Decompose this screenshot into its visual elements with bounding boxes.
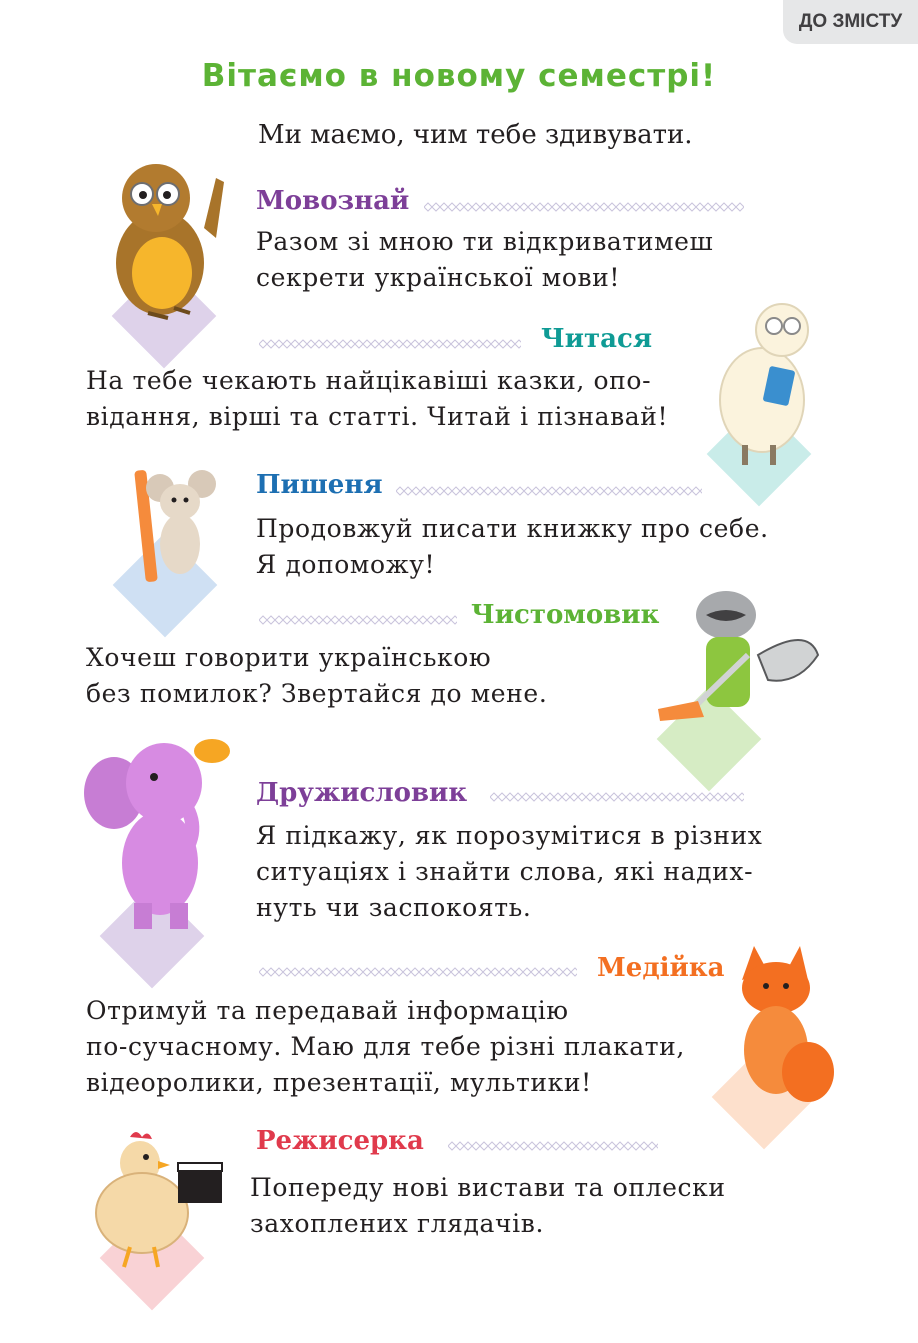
decor-wave: [259, 614, 457, 626]
character-text: Попереду нові вистави та оплески: [250, 1173, 726, 1202]
character-name: Медійка: [597, 953, 725, 983]
toc-button[interactable]: ДО ЗМІСТУ: [783, 0, 918, 44]
owl-icon: [98, 158, 238, 328]
character-text: нуть чи заспокоять.: [256, 893, 532, 922]
character-name: Пишеня: [256, 470, 383, 500]
character-name: Мовознай: [256, 186, 410, 216]
decor-wave: [490, 791, 744, 803]
character-text: відання, вірші та статті. Читай і пізнавай!: [86, 402, 669, 431]
decor-wave: [259, 338, 521, 350]
character-text: секрети української мови!: [256, 263, 621, 292]
character-text: по-сучасному. Маю для тебе різні плакати,: [86, 1032, 685, 1061]
decor-wave: [448, 1140, 658, 1152]
intro-text: Ми маємо, чим тебе здивувати.: [258, 120, 693, 150]
character-name: Дружисловик: [256, 778, 468, 808]
decor-wave: [396, 485, 702, 497]
character-text: захоплених глядачів.: [250, 1209, 544, 1238]
character-text: Я підкажу, як порозумітися в різних: [256, 821, 763, 850]
character-text: ситуаціях і знайти слова, які надих-: [256, 857, 754, 886]
decor-wave: [424, 201, 744, 213]
raccoon-icon: [648, 585, 828, 735]
character-text: Разом зі мною ти відкриватимеш: [256, 227, 714, 256]
character-text: Я допоможу!: [256, 550, 436, 579]
elephant-icon: [84, 733, 244, 933]
character-text: без помилок? Звертайся до мене.: [86, 679, 548, 708]
mouse-icon: [118, 460, 228, 590]
fox-icon: [712, 940, 842, 1110]
character-text: відеоролики, презентації, мультики!: [86, 1068, 592, 1097]
sheep-icon: [712, 290, 822, 470]
hen-icon: [82, 1127, 232, 1277]
page-title: Вітаємо в новому семестрі!: [201, 58, 717, 94]
decor-wave: [259, 966, 577, 978]
character-text: Отримуй та передавай інформацію: [86, 996, 569, 1025]
character-text: Хочеш говорити українською: [86, 643, 492, 672]
character-text: На тебе чекають найцікавіші казки, опо-: [86, 366, 652, 395]
character-name: Читася: [541, 324, 653, 354]
character-text: Продовжуй писати книжку про себе.: [256, 514, 769, 543]
character-name: Режисерка: [256, 1126, 424, 1156]
character-name: Чистомовик: [471, 600, 660, 630]
